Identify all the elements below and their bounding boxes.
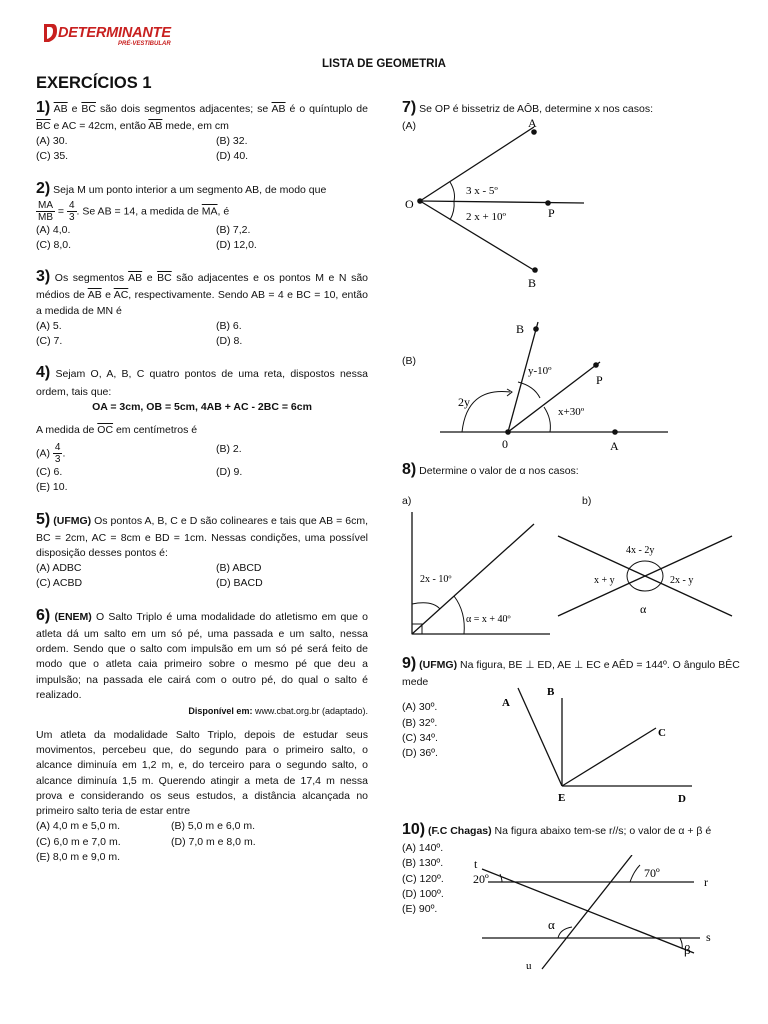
fraction: $\frac{4}{3}$ — [68, 199, 75, 223]
option: (D) 100º. — [402, 887, 444, 900]
svg-text:r: r — [704, 875, 708, 889]
svg-text:β: β — [684, 942, 691, 957]
svg-text:A: A — [610, 439, 619, 453]
logo-subtitle: PRÉ-VESTIBULAR — [118, 41, 171, 47]
option: (C) 7. — [36, 335, 63, 348]
question-3: 3) Os segmentos $\overline{AB}$ e $\overline{BC}$ são adjacentes e os pontos M e N são médios de $\overline{AB}$ e $\overline{AC}$, respectivamente. Sendo AB = 4 e BC = 10, então a medida de MN é (A) 5. (B) 6. (C) 7. (D) 8. — [36, 265, 368, 349]
case-label-b: (B) — [402, 355, 416, 367]
option: (A) 30º. — [402, 701, 438, 714]
svg-text:D: D — [678, 793, 686, 804]
option: (C) 8,0. — [36, 239, 72, 252]
svg-text:B: B — [528, 276, 537, 290]
option: (C) 120º. — [402, 872, 444, 885]
svg-text:O: O — [405, 197, 414, 211]
svg-text:P: P — [548, 206, 555, 220]
option: (E) 90º. — [402, 903, 438, 916]
logo — [38, 22, 178, 50]
logo-mark-icon — [38, 22, 58, 44]
svg-text:B: B — [547, 686, 555, 698]
svg-text:C: C — [658, 727, 666, 739]
svg-text:P: P — [596, 373, 603, 387]
option: (E) 10. — [36, 481, 68, 494]
svg-text:A: A — [502, 697, 510, 709]
svg-text:3 x - 5º: 3 x - 5º — [466, 185, 498, 197]
svg-text:A: A — [528, 116, 537, 130]
option: (B) 2. — [216, 443, 242, 456]
question-9: 9) (UFMG) Na figura, BE ⊥ ED, AE ⊥ EC e AÊD = 144º. O ângulo BÊC mede (A) 30º. (B) 32º. (C) 34º. (D) 36º. — [402, 652, 742, 761]
option: (B) ABCD — [216, 562, 262, 575]
question-8: 8) Determine o valor de α nos casos: — [402, 461, 579, 478]
figure-q8b — [556, 528, 740, 618]
option: (A) 140º. — [402, 842, 444, 855]
question-6: 6) (ENEM) O Salto Triplo é uma modalidade do atletismo em que o atleta dá um salto em um só pé, uma passada e um salto, nessa ordem. Sendo que o salto com impulsão em um só pé será feito de modo que o atleta caia primeiro sobre o mesmo pé que deu a impulsão; na passada ele cairá com o outro pé, do qual o salto é realizado. Disponível em: www.cbat.org.br (adaptado). Um atleta da modalidade Salto Triplo, depois de estudar seus movimentos, percebeu que, do segundo para o primeiro salto, o alcance diminuía em 1,2 m, e, do terceiro para o segundo salto, o alcance diminuía 1,5 m. Querendo atingir a meta de 17,4 m nessa prova e considerando os seus estudos, a distância alcançada no primeiro salto teria de estar entre (A) 4,0 m e 5,0 m. (B) 5,0 m e 6,0 m. (C) 6,0 m e 7,0 m. (D) 7,0 m e 8,0 m. (E) 8,0 m e 9,0 m. — [36, 604, 368, 865]
figure-q8a — [402, 508, 552, 640]
section-title: EXERCÍCIOS 1 — [36, 74, 152, 92]
figure-q7b — [432, 312, 672, 454]
left-column — [36, 74, 368, 865]
case-label: (A) — [402, 120, 416, 133]
option: (D) 9. — [216, 466, 243, 479]
question-4: 4) Sejam O, A, B, C quatro pontos de uma reta, dispostos nessa ordem, tais que: OA = 3cm, OB = 5cm, 4AB + AC - 2BC = 6cm A medida de $\overline{OC}$ em centímetros é (A) $\frac{4}{3}$ . (B) 2. (C) 6. (D) 9. (E) 10. — [36, 361, 368, 495]
option: (D) 8. — [216, 335, 243, 348]
svg-text:α: α — [640, 602, 647, 616]
question-2: 2) Seja M um ponto interior a um segmento AB, de modo que $\frac{MA}{MB}$ = $\frac{4}{3}$ . Se AB = 14, a medida de $\overline{MA}$, é (A) 4,0. (B) 7,2. (C) 8,0. (D) 12,0. — [36, 177, 368, 254]
svg-text:4x - 2y: 4x - 2y — [626, 545, 655, 556]
svg-text:α = x + 40º: α = x + 40º — [466, 614, 511, 625]
svg-text:70º: 70º — [644, 866, 660, 880]
option: (C) 34º. — [402, 731, 438, 744]
option: (B) 32. — [216, 135, 248, 148]
figure-q9 — [498, 680, 708, 804]
option: (A) 4,0. — [36, 223, 71, 236]
logo-brand: DETERMINANTE — [58, 25, 171, 41]
svg-text:x + y: x + y — [594, 575, 615, 586]
svg-text:0: 0 — [502, 437, 508, 451]
svg-text:B: B — [516, 322, 525, 336]
svg-text:y-10º: y-10º — [528, 365, 552, 377]
option: (B) 5,0 m e 6,0 m. — [171, 820, 256, 833]
option: (A) 30. — [36, 135, 68, 148]
option: (D) 36º. — [402, 747, 438, 760]
figure-q7a — [402, 112, 602, 292]
svg-text:20º: 20º — [473, 872, 489, 886]
question-7: 7) Se OP é bissetriz de AÔB, determine x nos casos: (A) — [402, 96, 742, 134]
option: (A) ADBC — [36, 562, 82, 575]
option: (C) ACBD — [36, 577, 83, 590]
svg-text:2y: 2y — [458, 395, 470, 409]
svg-text:E: E — [558, 792, 566, 804]
option: (B) 7,2. — [216, 223, 251, 236]
case-label: b) — [582, 495, 592, 507]
page-title: LISTA DE GEOMETRIA — [322, 58, 446, 70]
svg-text:α: α — [548, 917, 555, 932]
option: (C) 6,0 m e 7,0 m. — [36, 835, 121, 848]
question-5: 5) (UFMG) Os pontos A, B, C e D são colineares e tais que AB = 6cm, BC = 2cm, AC = 8cm e BD = 1cm. Nessas condições, uma possível disposição desses pontos é: (A) ADBC (B) ABCD (C) ACBD (D) BACD — [36, 508, 368, 592]
option: (A) 5. — [36, 319, 62, 332]
svg-text:2 x + 10º: 2 x + 10º — [466, 211, 506, 223]
question-1: 1) $\overline{AB}$ e $\overline{BC}$ são dois segmentos adjacentes; se $\overline{AB}$ é o quíntuplo de $\overline{BC}$ e AC = 42cm, então $\overline{AB}$ mede, em cm (A) 30. (B) 32. (C) 35. (D) 40. — [36, 96, 368, 165]
option: (A) $\frac{4}{3}$ . — [36, 442, 66, 466]
question-10: 10) (F.C Chagas) Na figura abaixo tem-se r//s; o valor de α + β é (A) 140º. (B) 130º. (C) 120º. (D) 100º. (E) 90º. — [402, 818, 742, 917]
source-note: Disponível em: www.cbat.org.br (adaptado). — [188, 705, 368, 716]
fraction: $\frac{MA}{MB}$ — [38, 199, 53, 223]
option: (B) 32º. — [402, 716, 438, 729]
option: (A) 4,0 m e 5,0 m. — [36, 820, 121, 833]
option: (C) 6. — [36, 466, 63, 479]
option: (D) 7,0 m e 8,0 m. — [171, 835, 256, 848]
formula: OA = 3cm, OB = 5cm, 4AB + AC - 2BC = 6cm — [92, 400, 312, 413]
svg-text:u: u — [526, 960, 532, 972]
svg-text:2x - y: 2x - y — [670, 575, 694, 586]
svg-text:x+30º: x+30º — [558, 406, 585, 418]
case-label: a) — [402, 495, 412, 507]
option: (B) 130º. — [402, 857, 444, 870]
option: (C) 35. — [36, 150, 69, 163]
svg-text:s: s — [706, 930, 711, 944]
right-column — [402, 0, 742, 1024]
option: (E) 8,0 m e 9,0 m. — [36, 850, 121, 863]
figure-q10 — [462, 855, 742, 975]
option: (B) 6. — [216, 319, 242, 332]
svg-text:2x - 10º: 2x - 10º — [420, 574, 452, 585]
option: (D) 12,0. — [216, 239, 257, 252]
option: (D) 40. — [216, 150, 249, 163]
svg-text:t: t — [474, 857, 478, 871]
option: (D) BACD — [216, 577, 263, 590]
